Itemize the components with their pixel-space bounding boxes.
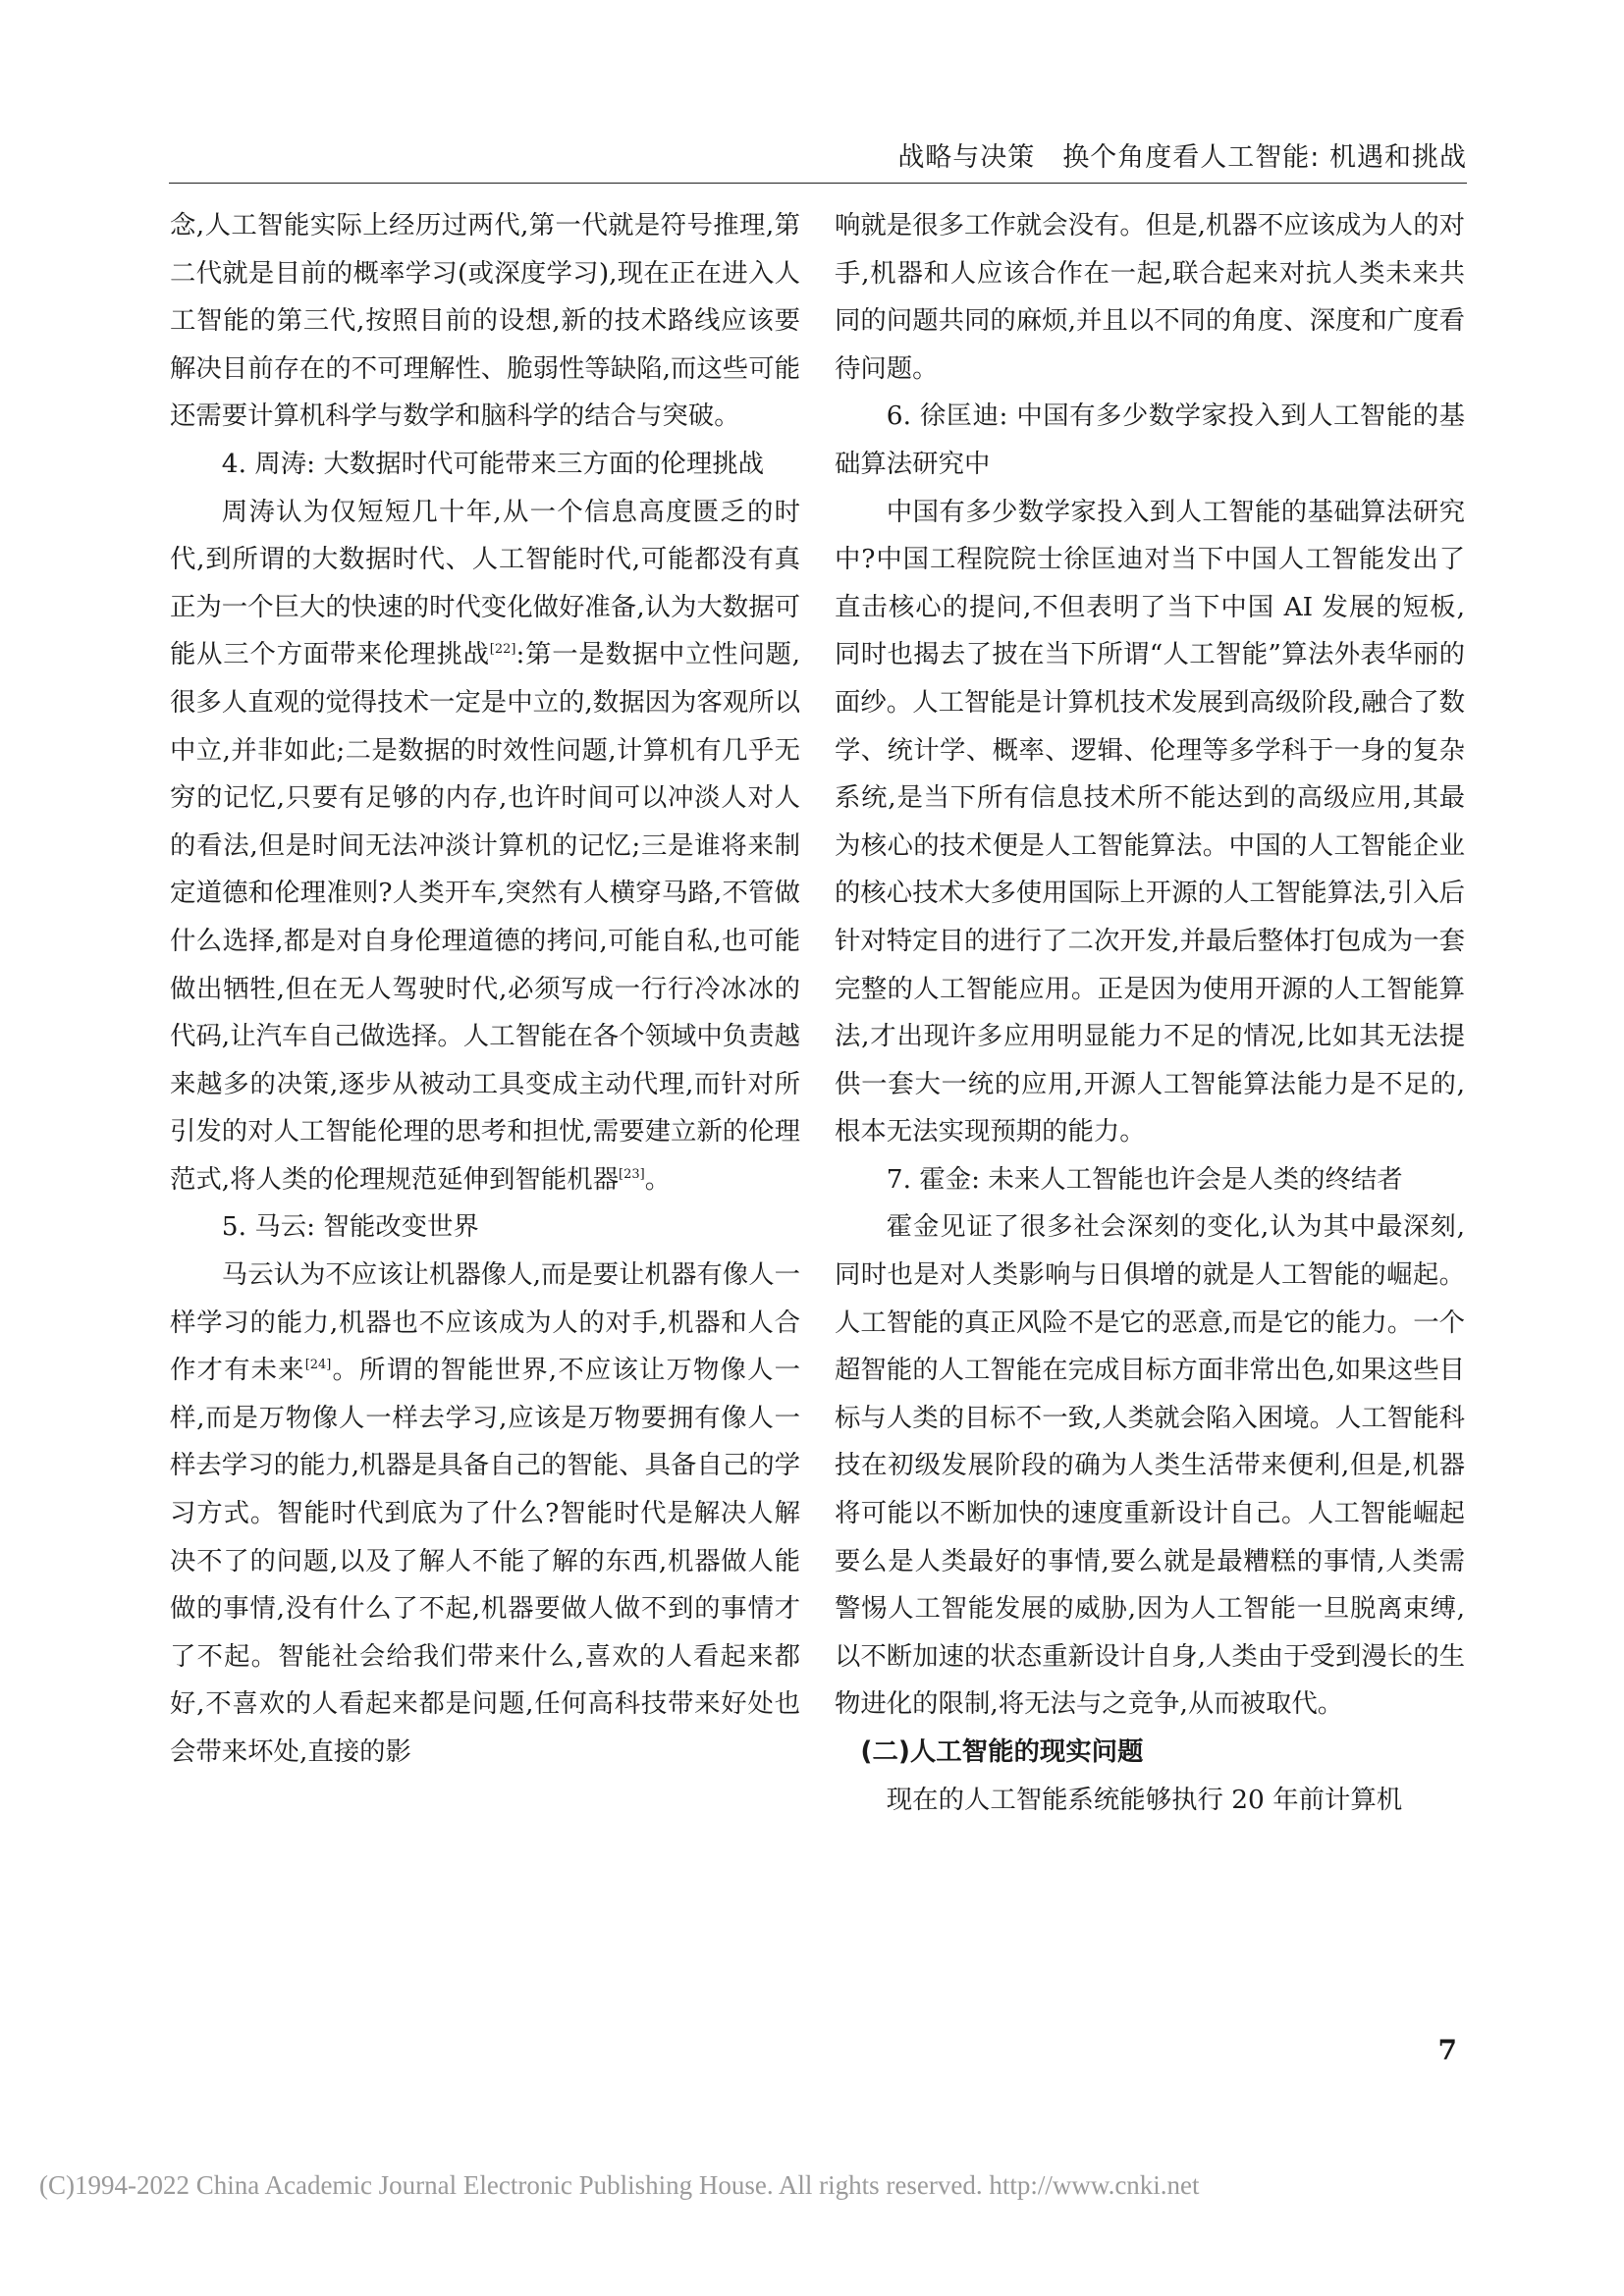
section-heading-6: 6. 徐匡迪: 中国有多少数学家投入到人工智能的基础算法研究中 (835, 400, 1465, 479)
paragraph: 响就是很多工作就会没有。但是,机器不应该成为人的对手,机器和人应该合作在一起,联合起来对抗人类未来共同的问题共同的麻烦,并且以不同的角度、深度和广度看待问题。 (835, 210, 1465, 384)
left-column (170, 202, 800, 1777)
paragraph-text: 。 (644, 1163, 672, 1195)
running-header-title: 战略与决策 换个角度看人工智能: 机遇和挑战 (897, 142, 1467, 173)
paragraph (170, 489, 800, 1204)
paragraph-text: :第一是数据中立性问题,很多人直观的觉得技术一定是中立的,数据因为客观所以中立,并非如此;二是数据的时效性问题,计算机有几乎无穷的记忆,只要有足够的内存,也许时间可以冲淡人对人的看法,但是时间无法冲淡计算机的记忆;三是谁将来制定道德和伦理准则?人类开车,突然有人横穿马路,不管做什么选择,都是对自身伦理道德的拷问,可能自私,也可能做出牺牲,但在无人驾驶时代,必须写成一行行冷冰冰的代码,让汽车自己做选择。人工智能在各个领域中负责越来越多的决策,逐步从被动工具变成主动代理,而针对所引发的对人工智能伦理的思考和担忧,需要建立新的伦理范式,将人类的伦理规范延伸到智能机器 (170, 639, 801, 1195)
section-heading-5: 5. 马云: 智能改变世界 (221, 1211, 479, 1243)
section-heading-4: 4. 周涛: 大数据时代可能带来三方面的伦理挑战 (221, 448, 765, 479)
copyright-notice: (C)1994-2022 China Academic Journal Electronic Publishing House. All rights reserved. http://www.cnki.net (39, 2170, 1200, 2200)
paragraph: 中国有多少数学家投入到人工智能的基础算法研究中?中国工程院院士徐匡迪对当下中国人工智能发出了直击核心的提问,不但表明了当下中国 AI 发展的短板,同时也揭去了披在当下所谓“人工智能”算法外表华丽的面纱。人工智能是计算机技术发展到高级阶段,融合了数学、统计学、概率、逻辑、伦理等多学科于一身的复杂系统,是当下所有信息技术所不能达到的高级应用,其最为核心的技术便是人工智能算法。中国的人工智能企业的核心技术大多使用国际上开源的人工智能算法,引入后针对特定目的进行了二次开发,并最后整体打包成为一套完整的人工智能应用。正是因为使用开源的人工智能算法,才出现许多应用明显能力不足的情况,比如其无法提供一套大一统的应用,开源人工智能算法能力是不足的,根本无法实现预期的能力。 (835, 496, 1465, 1148)
citation-ref-22: [22] (489, 642, 516, 658)
page-number: 7 (1437, 2034, 1457, 2066)
paragraph (170, 1252, 800, 1777)
paragraph-text: 周涛认为仅短短几十年,从一个信息高度匮乏的时代,到所谓的大数据时代、人工智能时代,可能都没有真正为一个巨大的快速的时代变化做好准备,认为大数据可能从三个方面带来伦理挑战 (170, 496, 800, 670)
paragraph: 现在的人工智能系统能够执行 20 年前计算机 (886, 1784, 1403, 1815)
citation-ref-23: [23] (619, 1167, 645, 1183)
subsection-heading: (二)人工智能的现实问题 (860, 1736, 1144, 1767)
paragraph-text: 马云认为不应该让机器像人,而是要让机器有像人一样学习的能力,机器也不应该成为人的对手,机器和人合作才有未来 (170, 1259, 800, 1386)
header-rule (169, 183, 1467, 184)
paragraph: 霍金见证了很多社会深刻的变化,认为其中最深刻,同时也是对人类影响与日俱增的就是人工智能的崛起。人工智能的真正风险不是它的恶意,而是它的能力。一个超智能的人工智能在完成目标方面非常出色,如果这些目标与人类的目标不一致,人类就会陷入困境。人工智能科技在初级发展阶段的确为人类生活带来便利,但是,机器将可能以不断加快的速度重新设计自己。人工智能崛起要么是人类最好的事情,要么就是最糟糕的事情,人类需警惕人工智能发展的威胁,因为人工智能一旦脱离束缚,以不断加速的状态重新设计自身,人类由于受到漫长的生物进化的限制,将无法与之竞争,从而被取代。 (835, 1211, 1465, 1720)
paragraph: 念,人工智能实际上经历过两代,第一代就是符号推理,第二代就是目前的概率学习(或深度学习),现在正在进入人工智能的第三代,按照目前的设想,新的技术路线应该要解决目前存在的不可理解性、脆弱性等缺陷,而这些可能还需要计算机科学与数学和脑科学的结合与突破。 (170, 210, 800, 432)
citation-ref-24: [24] (304, 1358, 332, 1373)
section-heading-7: 7. 霍金: 未来人工智能也许会是人类的终结者 (886, 1163, 1403, 1195)
right-column (835, 202, 1465, 1824)
paragraph-text: 。所谓的智能世界,不应该让万物像人一样,而是万物像人一样去学习,应该是万物要拥有像人一样去学习的能力,机器是具备自己的智能、具备自己的学习方式。智能时代到底为了什么?智能时代是解决人解决不了的问题,以及了解人不能了解的东西,机器做人能做的事情,没有什么了不起,机器要做人做不到的事情才了不起。智能社会给我们带来什么,喜欢的人看起来都好,不喜欢的人看起来都是问题,任何高科技带来好处也会带来坏处,直接的影 (170, 1355, 801, 1767)
